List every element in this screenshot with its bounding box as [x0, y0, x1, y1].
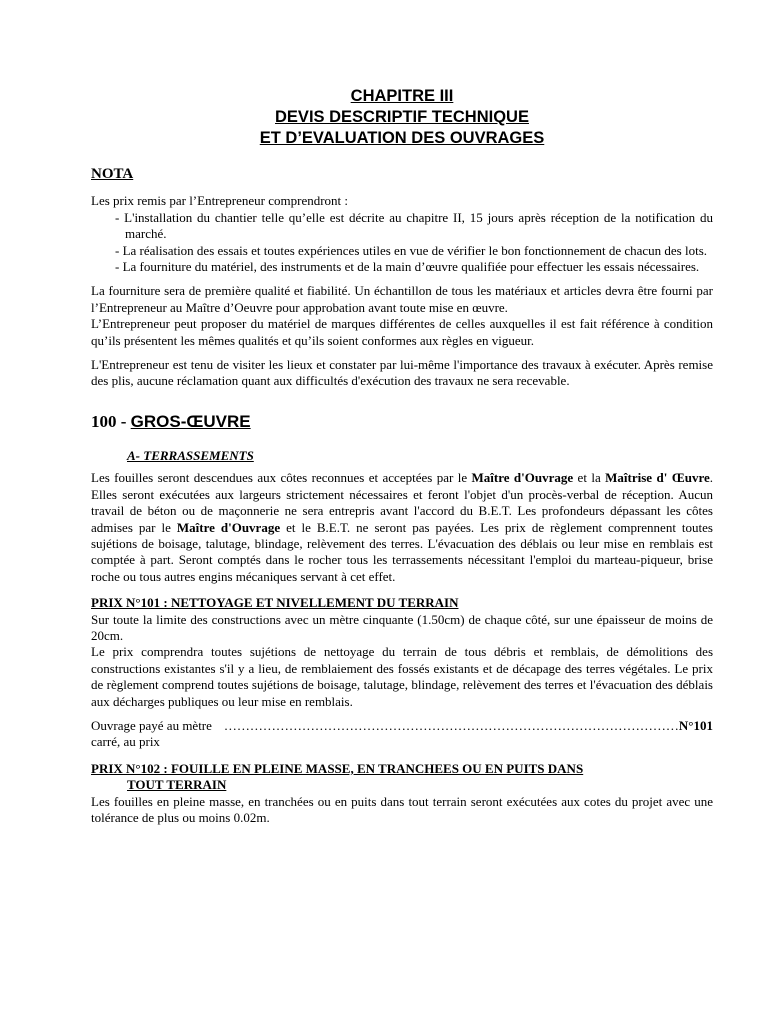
- text-run: . Elles seront exécutées aux largeurs strictement nécessaires et feront l'objet d'un procès-verbal de réception. Aucun travail de béton ou de maçonnerie ne sera entrepris avant l'accord du B.E.T. Les profondeurs dépassant les côtes admises par le: [91, 470, 713, 535]
- nota-intro: Les prix remis par l’Entrepreneur comprendront :: [91, 193, 349, 209]
- nota-bullet-2: - La réalisation des essais et toutes expériences utiles en vue de vérifier le bon fonctionnement de chacun des lots.: [115, 242, 708, 258]
- text-run: et le B.E.T. ne seront pas payées. Les prix de règlement comprennent toutes sujétions de boisage, talutage, blindage, relèvement des terres. L'évacuation des déblais ou leur mise en remblais est comptée à part. Seront comptés dans le rocher tous les terrassements nécessitant l'emploi du marteau-piqueur, brise roche ou tous autres engins mécaniques servant à cet effet.: [91, 519, 713, 584]
- document-page: [91, 86, 713, 826]
- prix-102-paragraph-1: Les fouilles en pleine masse, en tranchées ou en puits dans tout terrain seront exécutées aux cotes du projet avec une tolérance de plus ou moins 0.02m.: [91, 793, 713, 825]
- terrassements-paragraph: [91, 470, 713, 585]
- price-code: N°101: [678, 717, 713, 733]
- section-number: 100 -: [91, 411, 131, 431]
- chapter-title-line-2: DEVIS DESCRIPTIF TECHNIQUE: [275, 108, 529, 126]
- prix-101-heading: PRIX N°101 : NETTOYAGE ET NIVELLEMENT DU TERRAIN: [91, 595, 459, 611]
- nota-heading: NOTA: [91, 166, 134, 182]
- prix-101-paragraph-1: Sur toute la limite des constructions avec un mètre cinquante (1.50cm) de chaque côté, sur une épaisseur de moins de 20cm.: [91, 611, 713, 643]
- chapter-number: CHAPITRE III: [350, 87, 454, 105]
- prix-101-paragraph-2: Le prix comprendra toutes sujétions de nettoyage du terrain de tous débris et remblais, de démolitions des constructions existantes s'il y a lieu, de remblaiement des fossés existants et de décapage des terres végétales. Le prix de règlement comprend toutes sujétions de boisage, talutage, blindage, relèvement des terres et l'évacuation des déblais aux décharges publiques ou leur mise en remblais.: [91, 644, 713, 709]
- nota-bullet-1: - L'installation du chantier telle qu’elle est décrite au chapitre II, 15 jours après réception de la notification du marché.: [115, 209, 713, 242]
- section-heading: [91, 412, 713, 432]
- text-run: Les fouilles seront descendues aux côtes reconnues et acceptées par le: [91, 470, 472, 486]
- bold-text-maitre-ouvrage: Maître d'Ouvrage: [471, 470, 574, 486]
- prix-102-heading-line-1: PRIX N°102 : FOUILLE EN PLEINE MASSE, EN TRANCHEES OU EN PUITS DANS: [91, 760, 584, 776]
- prix-102-heading: [91, 761, 713, 777]
- text-run: et la: [573, 470, 606, 486]
- prix-101-payment-line: [91, 718, 713, 751]
- nota-bullet-list: [91, 210, 713, 276]
- chapter-title: [91, 86, 713, 149]
- bold-text-maitrise-oeuvre: Maîtrise d' Œuvre: [605, 470, 710, 486]
- dot-leader: ……………………………………………………………………………………………: [223, 717, 679, 733]
- section-title: GROS-ŒUVRE: [130, 411, 251, 431]
- nota-bullet-3: - La fourniture du matériel, des instruments et de la main d’œuvre qualifiée pour effectuer les essais nécessaires.: [115, 259, 700, 275]
- nota-paragraph-quality: La fourniture sera de première qualité et fiabilité. Un échantillon de tous les matériaux et articles devra être fourni par l’Entrepreneur au Maître d’Oeuvre pour approbation avant toute mise en œuvre.: [91, 283, 713, 315]
- nota-paragraph-site-visit: L'Entrepreneur est tenu de visiter les lieux et constater par lui-même l'importance des travaux à exécuter. Après remise des plis, aucune réclamation quant aux difficultés d'exécution des travaux ne sera recevable.: [91, 357, 713, 389]
- bold-text-maitre-ouvrage: Maître d'Ouvrage: [176, 519, 281, 535]
- payment-text: Ouvrage payé au mètre carré, au prix: [91, 717, 212, 750]
- prix-102-heading-line-2: TOUT TERRAIN: [127, 777, 227, 793]
- subsection-heading: A- TERRASSEMENTS: [127, 447, 254, 463]
- chapter-title-line-3: ET D’EVALUATION DES OUVRAGES: [259, 129, 545, 147]
- nota-paragraph-brands: L’Entrepreneur peut proposer du matériel de marques différentes de celles auxquelles il est fait référence à condition qu’ils présentent les mêmes qualités et qu’ils soient conformes aux règles en vigueur.: [91, 316, 713, 348]
